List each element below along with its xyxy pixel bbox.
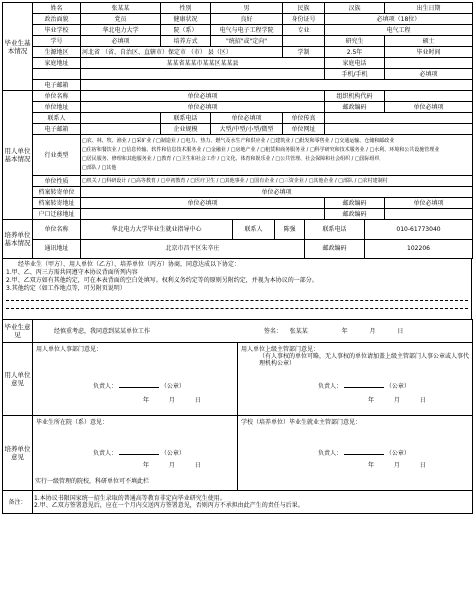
remarks-cell <box>33 491 473 514</box>
school-address-label: 通讯地址 <box>33 239 81 259</box>
origin-city-suffix: （市） <box>187 48 206 56</box>
school-value[interactable]: 华北电力大学 <box>81 25 161 36</box>
health-label: 健康状况 <box>161 14 211 25</box>
gradtime-label: 毕业时间 <box>385 47 473 58</box>
scale-label: 企业规模 <box>161 124 211 135</box>
birth-label: 出生日期 <box>385 3 473 14</box>
school-contact-value: 陈强 <box>275 220 305 240</box>
major-value[interactable]: 电气工程 <box>325 25 473 36</box>
org-code-value[interactable] <box>385 91 473 102</box>
school-post-value: 102206 <box>365 239 473 259</box>
student-opinion-label: 毕业生意见 <box>3 320 33 343</box>
industry-line: □部队 / □其他 <box>82 165 117 171</box>
major-label: 专业 <box>283 25 325 36</box>
person-label: 负责人： <box>318 450 343 457</box>
blank-cell <box>33 69 81 80</box>
unit-postcode-label: 邮政编码 <box>325 102 385 113</box>
file-unit-value[interactable]: 单位必填项 <box>81 187 473 198</box>
length-value[interactable]: 2.5年 <box>325 47 385 58</box>
school-phone-value: 010-61773040 <box>365 220 473 240</box>
dept-opinion-title: 毕业生所在院（系）意见： <box>36 419 109 426</box>
website-label: 单位网址 <box>283 124 325 135</box>
email-label: 电子邮箱 <box>33 80 81 91</box>
unit-name-value[interactable]: 单位必填项 <box>81 91 325 102</box>
employer-superior-note: （有人事权的单位可略，无人事权的单位请加盖上级主管部门人事公章或人事代理机构公章） <box>259 353 470 367</box>
hukou-post-value[interactable] <box>385 209 473 220</box>
file-post-label: 邮政编码 <box>325 198 385 209</box>
employment-agreement-form <box>2 2 472 602</box>
agreement-item: 2.甲、乙双方如有其他约定，可在本表背面的空白处填写。权利义务约定等的原则另附约定，并视为本协议的一部分。 <box>6 277 318 284</box>
homephone-value[interactable] <box>385 58 473 69</box>
file-post-value[interactable]: 单位必填项 <box>385 198 473 209</box>
origin-label: 生源地区 <box>33 47 81 58</box>
person-label: 负责人： <box>318 383 343 390</box>
politics-label: 政治面貌 <box>33 14 81 25</box>
industry-line: □住宿和餐饮业 / □信息传输、软件和信息技术服务业 / □金融业 / □房地产业 / □租赁和商务服务业 / □科学研究和技术服务业 / □水利、环境和公共设施管理业 <box>82 147 440 153</box>
day-label: 日 <box>419 462 426 469</box>
origin-county: 县（区） <box>207 48 232 56</box>
student-opinion-text: 经慎重考虑，我同意到某某单位工作 <box>54 327 151 335</box>
scale-value[interactable]: 大型/中型/小型/微型 <box>211 124 283 135</box>
person-line <box>344 387 384 388</box>
student-table <box>2 2 473 91</box>
agreement-block <box>2 259 472 320</box>
dept-value[interactable]: 电气与电子工程学院 <box>211 25 283 36</box>
school-label: 毕业学校 <box>33 25 81 36</box>
school-phone-label: 联系电话 <box>305 220 365 240</box>
degree-label: 研究生 <box>325 36 385 47</box>
month-label: 月 <box>168 397 175 404</box>
gender-value[interactable]: 男 <box>211 3 283 14</box>
student-opinion-cell[interactable] <box>33 320 473 343</box>
mobile-label: 手机/手机 <box>325 69 385 80</box>
origin-value[interactable] <box>81 47 283 58</box>
degree-value[interactable]: 硕士 <box>385 36 473 47</box>
employer-superior-cell[interactable] <box>238 343 473 416</box>
idcard-value[interactable]: 必填项（18位） <box>325 14 473 25</box>
career-opinion-cell[interactable] <box>238 416 473 491</box>
industry-line: □居民服务、修理和其他服务业 / □教育 / □卫生和社会工作 / □文化、体育和娱乐业 / □公共管理、社会保障和社会组织 / □国际组织 <box>82 156 380 162</box>
unit-address-value[interactable]: 单位必填项 <box>81 102 325 113</box>
career-opinion-title: 学校（培养单位）毕业生就业主管部门意见： <box>241 419 362 426</box>
training-label: 培养方式 <box>161 36 211 47</box>
opinions-table <box>2 319 473 514</box>
gender-label: 性别 <box>161 3 211 14</box>
training-value[interactable]: "统招"或"定向" <box>211 36 283 47</box>
blank-cell <box>81 69 325 80</box>
hukou-value[interactable] <box>81 209 325 220</box>
agreement-intro: 经毕业生（甲方）、用人单位（乙方）、培养单位（丙方）协商，同意达成以下协定： <box>18 261 241 268</box>
dashed-line <box>6 293 468 301</box>
file-address-label: 档案转寄地址 <box>33 198 81 209</box>
contact-phone-label: 联系电话 <box>161 113 211 124</box>
industry-options[interactable] <box>81 135 473 176</box>
person-label: 负责人： <box>93 383 118 390</box>
nature-label: 单位性质 <box>33 176 81 187</box>
year-label: 年 <box>368 462 375 469</box>
remark-label: 备注： <box>3 491 33 514</box>
idcard-label: 身份证号 <box>283 14 325 25</box>
agreement-item: 1.甲、乙、丙三方需共同遵守本协议背面所列内容 <box>6 269 138 276</box>
mobile-value[interactable]: 必填项 <box>385 69 473 80</box>
file-address-value[interactable]: 单位必填项 <box>81 198 325 209</box>
month-label: 月 <box>168 462 175 469</box>
school-post-label: 邮政编码 <box>305 239 365 259</box>
student-section-label: 毕业生基本情况 <box>3 3 33 91</box>
month-label: 月 <box>393 397 400 404</box>
day-label: 日 <box>397 327 404 335</box>
employer-superior-title: 用人单位上级主管部门意见： <box>241 346 320 353</box>
dept-label: 院（系） <box>161 25 211 36</box>
contact-label: 联系人 <box>33 113 81 124</box>
length-label: 学制 <box>283 47 325 58</box>
name-value[interactable]: 张某某 <box>81 3 161 14</box>
year-label: 年 <box>341 327 348 335</box>
year-label: 年 <box>143 397 150 404</box>
sign-value: 张某某 <box>289 327 308 335</box>
sign-label: 签名： <box>263 327 282 335</box>
unit-postcode-value[interactable]: 单位必填项 <box>385 102 473 113</box>
seal-label: （公章） <box>160 450 185 457</box>
home-label: 家庭地址 <box>33 58 81 69</box>
person-line <box>119 454 159 455</box>
ethnicity-value[interactable]: 汉族 <box>325 3 385 14</box>
year-label: 年 <box>143 462 150 469</box>
seal-label: （公章） <box>385 450 410 457</box>
unit-email-value[interactable] <box>81 124 161 135</box>
home-value[interactable]: 某某省某某市某某区某某县 <box>81 58 325 69</box>
contact-value[interactable] <box>81 113 161 124</box>
org-code-label: 组织机构代码 <box>325 91 385 102</box>
day-label: 日 <box>419 397 426 404</box>
homephone-label: 家庭电话 <box>325 58 385 69</box>
remark-item: 2.甲、乙双方签署意见后，应在一个月内交送丙方签署意见，否则丙方不承担由此产生的责任与后果。 <box>34 502 304 509</box>
employer-table <box>2 90 473 220</box>
agreement-item: 3.其他约定（如工作地点等，可另附页说明） <box>6 285 126 292</box>
dashed-line <box>6 301 468 309</box>
studentno-label: 学号 <box>33 36 81 47</box>
school-contact-label: 联系人 <box>233 220 275 240</box>
contact-phone-value[interactable]: 单位必填项 <box>211 113 283 124</box>
seal-label: （公章） <box>160 383 185 390</box>
person-line <box>119 387 159 388</box>
school-section-label: 培养单位基本情况 <box>3 220 33 259</box>
year-label: 年 <box>368 397 375 404</box>
email-value[interactable] <box>81 80 473 91</box>
day-label: 日 <box>194 397 201 404</box>
employer-dept-cell[interactable] <box>33 343 238 416</box>
ethnicity-label: 民族 <box>283 3 325 14</box>
hukou-label: 户口迁移地址 <box>33 209 81 220</box>
school-table <box>2 219 473 259</box>
fax-label: 单位传真 <box>283 113 325 124</box>
unit-email-label: 电子邮箱 <box>33 124 81 135</box>
employer-opinion-label: 用人单位意见 <box>3 343 33 416</box>
website-value[interactable] <box>325 124 473 135</box>
industry-line: □农、林、牧、渔业 / □采矿业 / □制造业 / □电力、热力、燃气及水生产和供应业 / □建筑业 / □批发和零售业 / □交通运输、仓储和邮政业 <box>82 138 395 144</box>
month-label: 月 <box>369 327 376 335</box>
school-unit-label: 单位名称 <box>33 220 81 240</box>
blank-cell <box>283 36 325 47</box>
employer-section-label: 用人单位基本情况 <box>3 91 33 220</box>
nature-options[interactable]: □机关 / □科研设计 / □高等教育 / □中初教育 / □医疗卫生 / □其他事业 / □国有企业 / □三资企业 / □其他企业 / □部队 / □农村建制村 <box>81 176 473 187</box>
school-opinion-label: 培养单位意见 <box>3 416 33 491</box>
remark-item: 1.本协议书限国家统一招生录取的普通高等教育非定向毕业研究生使用。 <box>34 495 226 502</box>
file-unit-label: 档案转寄单位 <box>33 187 81 198</box>
school-address-value: 北京市昌平区朱辛庄 <box>81 239 305 259</box>
politics-value[interactable]: 党员 <box>81 14 161 25</box>
name-label: 姓名 <box>33 3 81 14</box>
seal-label: （公章） <box>385 383 410 390</box>
employer-dept-title: 用人单位人事部门意见： <box>36 346 103 353</box>
hukou-post-label: 邮政编码 <box>325 209 385 220</box>
unit-address-label: 单位地址 <box>33 102 81 113</box>
unit-name-label: 单位名称 <box>33 91 81 102</box>
person-line <box>344 454 384 455</box>
tier-note: 实行一级管理的院校，科研单位可不填此栏 <box>35 478 150 485</box>
day-label: 日 <box>194 462 201 469</box>
month-label: 月 <box>393 462 400 469</box>
industry-label: 行业类型 <box>33 135 81 176</box>
school-unit-value: 华北电力大学毕业生就业指导中心 <box>81 220 233 240</box>
studentno-value[interactable]: 必填项 <box>81 36 161 47</box>
person-label: 负责人： <box>93 450 118 457</box>
origin-city: （省、自治区、直辖市）保定市 <box>101 48 186 56</box>
origin-province: 河北省 <box>82 48 101 56</box>
fax-value[interactable] <box>325 113 473 124</box>
health-value[interactable]: 良好 <box>211 14 283 25</box>
dept-opinion-cell[interactable] <box>33 416 238 491</box>
